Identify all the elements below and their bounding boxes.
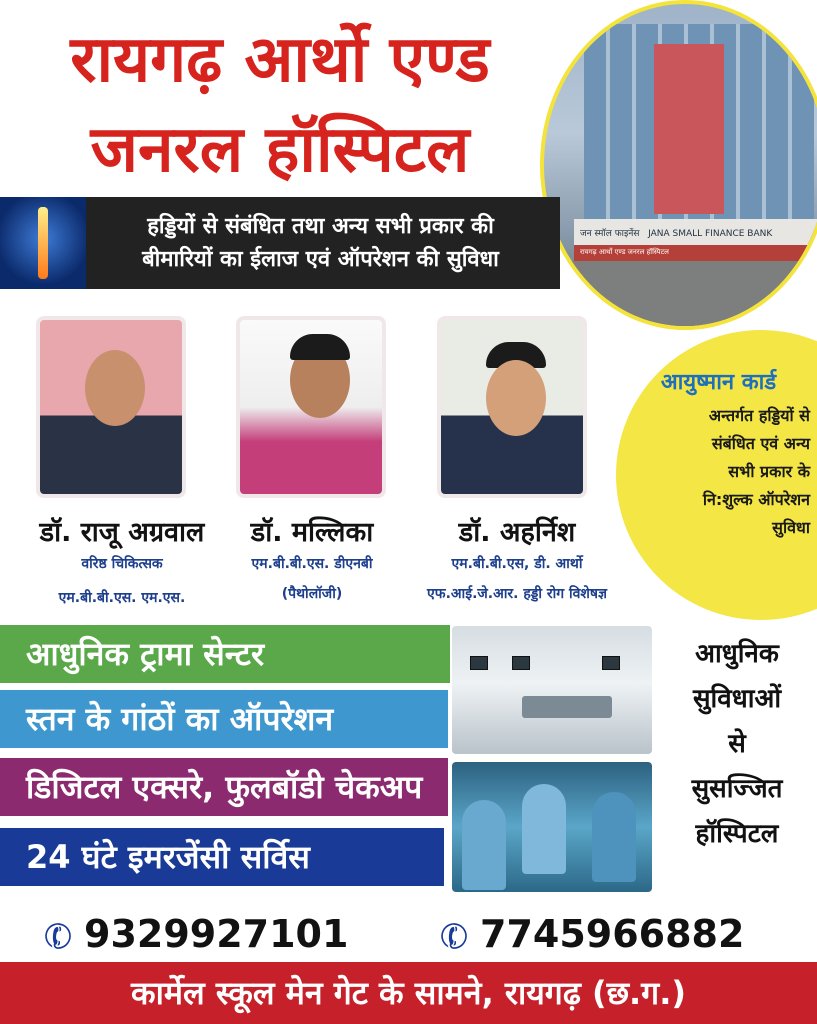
modern-line1: आधुनिक bbox=[695, 639, 779, 669]
ayushman-line2: संबंधित एवं अन्य bbox=[711, 434, 810, 453]
bank-sign-hindi: जन स्मॉल फाइनेंस bbox=[580, 229, 640, 239]
monitor-icon bbox=[470, 656, 488, 670]
phone-contact-1[interactable] bbox=[38, 912, 349, 961]
phone-contact-2[interactable] bbox=[434, 912, 745, 961]
hospital-bed bbox=[522, 696, 612, 718]
doctor-name-aharnish: डॉ. अहर्निश bbox=[458, 517, 576, 548]
ayushman-line3: सभी प्रकार के bbox=[728, 462, 810, 481]
modern-line2: सुविधाओं bbox=[692, 684, 782, 714]
ayushman-title: आयुष्मान कार्ड bbox=[660, 370, 777, 395]
phone-icon: ✆ bbox=[434, 913, 475, 961]
monitor-icon bbox=[512, 656, 530, 670]
modern-line5: हॉस्पिटल bbox=[695, 819, 779, 849]
service-trauma-center: आधुनिक ट्रामा सेन्टर bbox=[0, 625, 450, 683]
service-breast-lump-operation: स्तन के गांठों का ऑपरेशन bbox=[0, 690, 448, 748]
doctor-mallika-specialty: (पैथोलॉजी) bbox=[281, 586, 343, 602]
operation-theatre-photo bbox=[452, 762, 652, 892]
building-bank-sign bbox=[574, 219, 817, 245]
modern-line4: सुसज्जित bbox=[691, 774, 783, 804]
spine-icon bbox=[38, 207, 48, 279]
doctor-name-mallika: डॉ. मल्लिका bbox=[250, 517, 374, 548]
surgeon-figure bbox=[462, 800, 506, 890]
building-red-band bbox=[654, 44, 724, 214]
doctor-raju-title: वरिष्ठ चिकित्सक bbox=[81, 556, 163, 572]
ayushman-line5: सुविधा bbox=[772, 518, 810, 537]
surgeon-figure bbox=[522, 784, 566, 874]
doctor-photo-aharnish bbox=[437, 316, 587, 498]
hospital-building-photo bbox=[540, 0, 817, 330]
doctor-photo-raju bbox=[36, 316, 186, 498]
banner-line1: हड्डियों से संबंधित तथा अन्य सभी प्रकार की bbox=[147, 214, 494, 239]
doctor-mallika-degree: एम.बी.बी.एस. डीएनबी bbox=[251, 556, 373, 572]
phone-number-1[interactable]: 9329927101 bbox=[84, 912, 349, 956]
ayushman-line1: अन्तर्गत हड्डियों से bbox=[708, 406, 810, 425]
phone-icon: ✆ bbox=[38, 913, 79, 961]
building-hospital-sign: रायगढ़ आर्थो एण्ड जनरल हॉस्पिटल bbox=[574, 245, 817, 261]
doctor-photo-mallika bbox=[236, 316, 386, 498]
ayushman-description bbox=[620, 402, 810, 542]
bank-sign-english: JANA SMALL FINANCE BANK bbox=[648, 229, 773, 239]
doctor-raju-degree: एम.बी.बी.एस. एम.एस. bbox=[58, 590, 186, 606]
doctor-aharnish-degree: एम.बी.बी.एस, डी. आर्थो bbox=[451, 556, 583, 572]
doctor-hair bbox=[290, 334, 350, 360]
doctor-face bbox=[486, 360, 546, 436]
surgeon-figure bbox=[592, 792, 636, 882]
monitor-icon bbox=[602, 656, 620, 670]
ayushman-line4: नि:शुल्क ऑपरेशन bbox=[702, 490, 810, 509]
spine-xray-image bbox=[0, 197, 86, 289]
service-digital-xray: डिजिटल एक्सरे, फुलबॉडी चेकअप bbox=[0, 758, 448, 816]
banner-line2: बीमारियों का ईलाज एवं ऑपरेशन की सुविधा bbox=[142, 247, 499, 272]
hospital-title-line2: जनरल हॉस्पिटल bbox=[90, 113, 470, 187]
doctor-aharnish-specialty: एफ.आई.जे.आर. हड्डी रोग विशेषज्ञ bbox=[427, 586, 607, 602]
modern-facilities-text bbox=[662, 632, 812, 857]
doctor-name-raju: डॉ. राजू अग्रवाल bbox=[39, 517, 205, 548]
address-footer: कार्मेल स्कूल मेन गेट के सामने, रायगढ़ (छ.ग.) bbox=[0, 962, 817, 1024]
doctor-face bbox=[85, 350, 145, 426]
icu-room-photo bbox=[452, 626, 652, 754]
phone-number-2[interactable]: 7745966882 bbox=[480, 912, 745, 956]
service-24hr-emergency: 24 घंटे इमरजेंसी सर्विस bbox=[0, 828, 444, 886]
banner-text bbox=[88, 210, 553, 276]
modern-line3: से bbox=[728, 729, 746, 759]
hospital-title-line1: रायगढ़ आर्थो एण्ड bbox=[70, 23, 490, 97]
